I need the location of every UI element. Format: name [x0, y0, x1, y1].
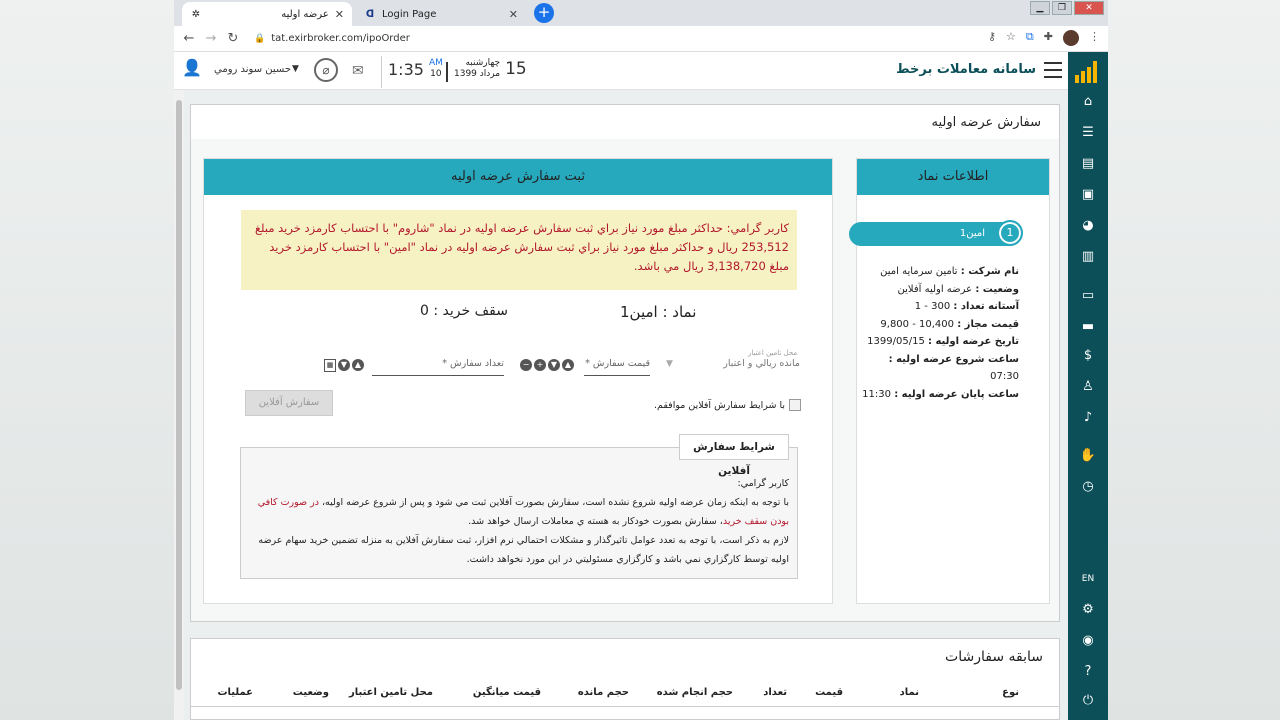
tab-strip: [174, 0, 1108, 26]
price-up-icon[interactable]: ▲: [562, 359, 574, 371]
purchase-cap-line: سقف خريد : 0: [420, 303, 508, 319]
col-type[interactable]: نوع: [1002, 687, 1019, 698]
col-quantity[interactable]: تعداد: [763, 687, 787, 698]
language-toggle[interactable]: EN: [1081, 574, 1095, 584]
menu-kebab-icon[interactable]: ⋮: [1089, 30, 1100, 43]
quantity-down-icon[interactable]: ▼: [338, 359, 350, 371]
symbol-pill-name: امين1: [959, 228, 985, 239]
symbol-pill-number: 1: [997, 220, 1023, 246]
price-plus-icon[interactable]: +: [534, 359, 546, 371]
price-down-icon[interactable]: ▼: [548, 359, 560, 371]
clock-icon[interactable]: ◷: [1082, 479, 1094, 494]
info-quantity-range: آستانه تعداد : 300 - 1: [914, 301, 1019, 312]
home-icon[interactable]: ⌂: [1083, 94, 1093, 109]
key-icon[interactable]: ⚷: [987, 30, 997, 43]
window-controls: [1030, 1, 1104, 15]
scroll-thumb[interactable]: [176, 100, 182, 690]
time-text: 1:35: [388, 59, 424, 79]
credit-card-icon[interactable]: ▬: [1081, 319, 1095, 334]
col-remaining-volume[interactable]: حجم مانده: [577, 687, 629, 698]
conditions-title: شرايط سفارش آفلاين: [679, 434, 789, 460]
symbol-panel-title: اطلاعات نماد: [857, 159, 1049, 195]
bell-icon[interactable]: ♪: [1083, 410, 1093, 425]
reload-icon[interactable]: ↻: [227, 31, 239, 46]
minimize-icon[interactable]: ▁: [1030, 1, 1050, 15]
page-title: سفارش عرضه اوليه: [931, 115, 1041, 130]
symbol-pill[interactable]: [849, 222, 1021, 246]
conditions-box: [240, 447, 798, 579]
history-table-header: [191, 685, 1059, 707]
chevron-down-icon: ▼: [666, 359, 673, 369]
clock: [388, 58, 443, 80]
close-window-icon[interactable]: ✕: [1074, 1, 1104, 15]
site-favicon-icon: ᗡ: [365, 8, 375, 20]
close-tab-icon[interactable]: ✕: [334, 7, 344, 21]
desktop-background-right: [1108, 0, 1280, 720]
tab-ipo[interactable]: [182, 2, 352, 26]
new-tab-button[interactable]: +: [534, 3, 554, 23]
add-user-icon[interactable]: ♙: [1082, 379, 1094, 394]
restore-icon[interactable]: ❐: [1052, 1, 1072, 15]
puzzle-icon[interactable]: ✚: [1043, 30, 1053, 43]
address-bar: [174, 26, 1108, 52]
user-name[interactable]: حسين سوند رومي: [214, 64, 292, 75]
gear-icon[interactable]: ⚙: [1082, 602, 1094, 617]
col-actions[interactable]: عمليات: [217, 687, 253, 698]
quantity-up-icon[interactable]: ▲: [352, 359, 364, 371]
hamburger-menu-icon[interactable]: [1044, 62, 1062, 78]
app-title: سامانه معاملات برخط: [896, 62, 1036, 77]
col-average-price[interactable]: قيمت ميانگين: [472, 687, 541, 698]
dollar-icon[interactable]: $: [1083, 348, 1093, 363]
day-number: 15: [505, 59, 527, 79]
app-header: [174, 52, 1108, 90]
chevron-down-icon[interactable]: ▼: [292, 64, 299, 74]
col-credit-source[interactable]: محل تامين اعتبار: [348, 687, 433, 698]
tab-title: عرضه اوليه: [281, 8, 329, 20]
disconnect-icon[interactable]: ⌀: [314, 58, 338, 82]
help-icon[interactable]: ?: [1084, 664, 1092, 679]
extension-icon[interactable]: ⧉: [1025, 30, 1034, 43]
conditions-text: كاربر گرامي: با توجه به اينكه زمان عرضه اوليه شروع نشده است، سفارش بصورت آفلاين ثبت مي شود و پس از شروع عرضه اوليه، در صورت كافي بودن سقف خريد، سفارش بصورت خودكار به هسته ي معاملات ارسال خواهد شد. لازم به ذكر است، با توجه به تعدد عوامل تاثيرگذار و مشكلات احتمالي نرم افزار، ثبت سفارش آفلاين به منزله تضمين خريد سهام عرضه اوليه توسط كارگزاري نمي باشد و كارگزاري مسئوليتي در اين مورد نخواهد داشت.: [257, 478, 789, 565]
brand-logo[interactable]: [1068, 52, 1108, 90]
info-start-time: ساعت شروع عرضه اوليه : 07:30: [888, 353, 1019, 382]
tab-login[interactable]: [356, 2, 526, 26]
forward-icon[interactable]: →: [205, 31, 217, 46]
desktop-background-left: [0, 0, 174, 720]
back-icon[interactable]: ←: [183, 31, 195, 46]
quantity-input[interactable]: تعداد سفارش *: [372, 358, 504, 376]
lock-icon: 🔒: [254, 33, 266, 44]
star-icon[interactable]: ☆: [1006, 30, 1016, 43]
profile-avatar[interactable]: [1063, 30, 1079, 46]
mail-icon[interactable]: ✉: [352, 63, 364, 79]
url-field[interactable]: [254, 33, 410, 44]
order-panel: [203, 158, 833, 604]
browser-window: [174, 0, 1108, 720]
price-minus-icon[interactable]: −: [520, 359, 532, 371]
date: [454, 58, 527, 80]
divider: [446, 62, 448, 82]
info-price-range: قيمت مجاز : 10,400 - 9,800: [880, 318, 1019, 330]
info-end-time: ساعت پايان عرضه اوليه : 11:30: [862, 388, 1019, 400]
list-icon[interactable]: ☰: [1082, 125, 1094, 140]
user-icon[interactable]: 👤: [182, 58, 202, 77]
hand-icon[interactable]: ✋: [1079, 448, 1097, 463]
main-content: [184, 90, 1068, 720]
power-icon[interactable]: ⏻: [1082, 693, 1094, 708]
symbol-info-panel: [856, 158, 1050, 604]
support-icon[interactable]: ◉: [1082, 633, 1094, 648]
credit-source-select[interactable]: مانده ريالي و اعتبار ▼: [666, 358, 800, 369]
briefcase-icon[interactable]: ▣: [1081, 187, 1095, 202]
agree-label: با شرايط سفارش آفلاين موافقم.: [654, 399, 786, 411]
am-pm: AM: [428, 58, 443, 68]
history-title: سابقه سفارشات: [945, 649, 1043, 665]
offline-order-button[interactable]: سفارش آفلاين: [245, 390, 333, 416]
book-icon[interactable]: ▥: [1081, 249, 1095, 264]
col-executed-volume[interactable]: حجم انجام شده: [656, 687, 733, 698]
order-panel-title: ثبت سفارش عرضه اوليه: [204, 159, 832, 195]
order-form-row: [204, 349, 834, 379]
agree-checkbox-row[interactable]: [654, 399, 801, 411]
month-year: مرداد 1399: [454, 69, 501, 79]
info-status: وضعيت : عرضه اوليه آفلاين: [897, 283, 1019, 295]
info-ipo-date: تاريخ عرضه اوليه : 1399/05/15: [867, 336, 1019, 347]
col-price[interactable]: قيمت: [815, 687, 843, 698]
calculator-icon[interactable]: ▦: [324, 359, 336, 372]
warning-message: كاربر گرامي: حداكثر مبلغ مورد نياز براي ثبت سفارش عرضه اوليه در نماد "شاروم" با احتساب كارمزد خريد مبلغ 253,512 ريال و حداكثر مبلغ مورد نياز براي ثبت سفارش عرضه اوليه در نماد "امين" با احتساب كارمزد خريد مبلغ 3,138,720 ريال مي باشد.: [241, 210, 797, 290]
price-input[interactable]: قيمت سفارش *: [584, 358, 650, 376]
url-text: tat.exirbroker.com/ipoOrder: [271, 33, 410, 44]
symbol-info-list: [857, 263, 1019, 403]
id-card-icon[interactable]: ▭: [1081, 288, 1095, 303]
divider: [381, 56, 382, 88]
col-symbol[interactable]: نماد: [899, 687, 919, 698]
weekday: چهارشنبه: [465, 58, 501, 68]
info-company: نام شركت : تامين سرمايه امين: [880, 266, 1019, 277]
seconds: 10: [430, 69, 442, 79]
document-icon[interactable]: ▤: [1081, 156, 1095, 171]
close-tab-icon[interactable]: ✕: [508, 7, 518, 21]
tab-title: Login Page: [382, 8, 437, 20]
ipo-order-card: [190, 104, 1060, 622]
order-history-card: [190, 638, 1060, 720]
pie-chart-icon[interactable]: ◕: [1082, 218, 1094, 233]
page-scrollbar[interactable]: [174, 90, 184, 720]
symbol-line: نماد : امين1: [620, 303, 697, 321]
credit-source-label: محل تامين اعتبار: [748, 349, 798, 357]
agree-checkbox[interactable]: [789, 399, 801, 411]
side-navigation: [1068, 90, 1108, 720]
loading-icon: ✲: [191, 8, 201, 20]
col-status[interactable]: وضعيت: [292, 687, 329, 698]
